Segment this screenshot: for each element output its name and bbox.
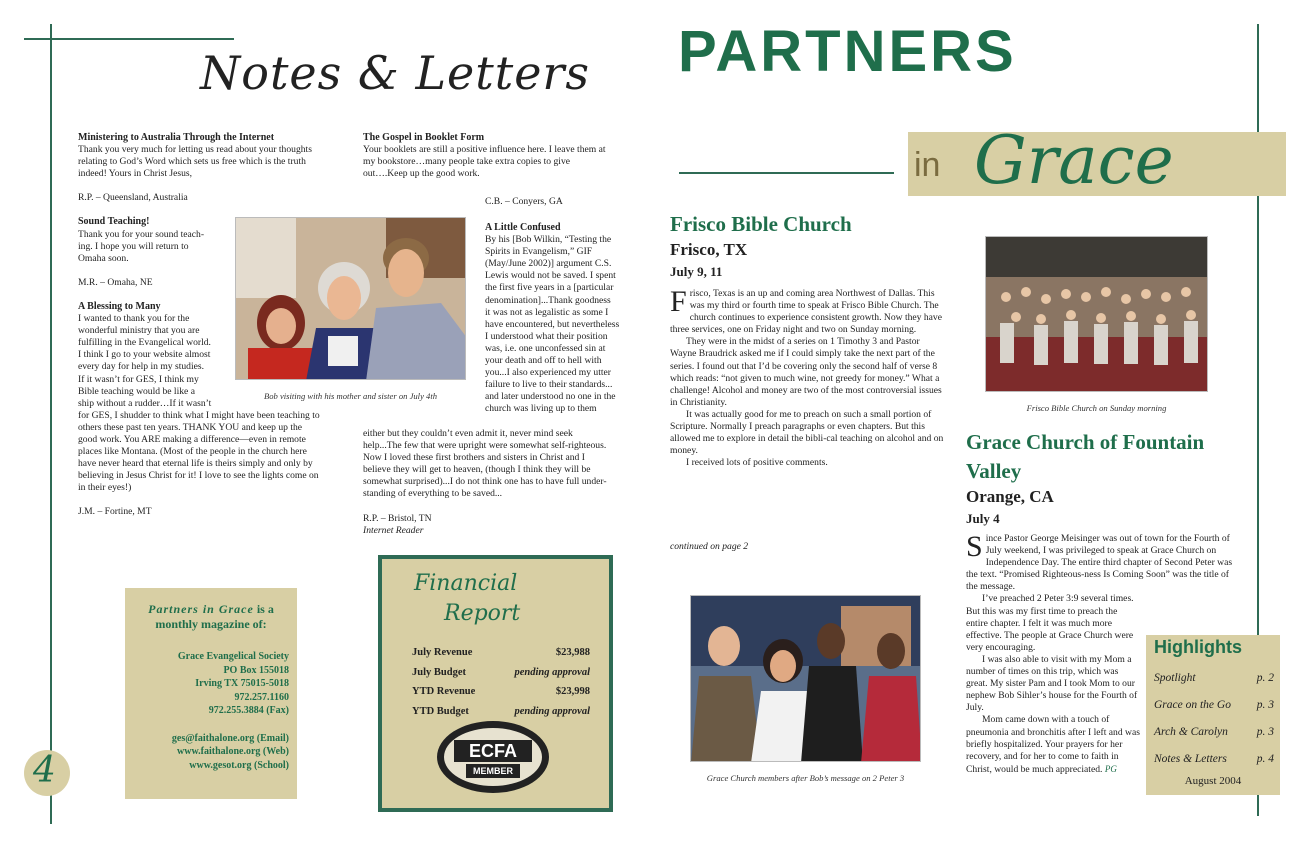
dropcap: S: [966, 530, 983, 563]
masthead-line: Irving TX 75015-5018: [195, 678, 289, 689]
letter-line: somewhat surprised)...I do not think one has to have full under-: [363, 476, 607, 488]
masthead-is-a: is a: [253, 602, 274, 616]
article-2-title: Grace Church of Fountain Valley: [966, 430, 1205, 483]
letter-signature: C.B. – Conyers, GA: [485, 196, 563, 207]
highlight-page: p. 3: [1256, 726, 1274, 738]
financial-title: Financial: [414, 571, 518, 596]
letter-line: your death and off to hell with: [485, 355, 602, 367]
highlight-page: p. 3: [1256, 699, 1274, 711]
letter-line: ing. I hope you will return to: [78, 240, 189, 252]
highlight-label: Spotlight: [1154, 672, 1196, 684]
letter-line: the first five years in a [particular: [485, 282, 614, 294]
letter-signature-2: Internet Reader: [363, 524, 424, 536]
financial-label: July Revenue: [412, 647, 473, 658]
letter-heading: The Gospel in Booklet Form: [363, 132, 485, 143]
article-paragraph: It was actually good for me to preach on such a small portion of Scripture. Normally I preach paragraphs or even chapters. But this allowed me to explore in detail the bibli-cal teaching on alcohol and on money.: [670, 408, 944, 457]
letter-line: Thank you for your sound teach-: [78, 228, 205, 240]
masthead-line: PO Box 155018: [223, 664, 289, 676]
highlight-label: Grace on the Go: [1154, 699, 1231, 711]
financial-label: YTD Revenue: [412, 686, 476, 697]
financial-label: YTD Budget: [412, 705, 469, 717]
letter-line: and later understood no one in the: [485, 391, 616, 403]
masthead-magazine-name: Partners in Grace: [148, 602, 254, 616]
financial-row: [412, 643, 590, 663]
letter-line: my bookstore…many people take extra copies to give: [363, 156, 571, 168]
masthead-line: ges@faithalone.org (Email): [171, 732, 289, 744]
letter-line: it was not as legalistic as some I: [485, 306, 609, 318]
letter-line: Your booklets are still a positive influence here. I leave them at: [363, 144, 606, 156]
letter-signature: J.M. – Fortine, MT: [78, 506, 152, 518]
letter-signature: R.P. – Queensland, Australia: [78, 192, 188, 204]
letter-line: wonderful ministry that you are: [78, 325, 200, 337]
article-1-title: Frisco Bible Church: [670, 212, 852, 236]
masthead-tagline: monthly magazine of:: [155, 617, 267, 631]
letter-line: ship without a rudder…If it wasn’t: [78, 397, 212, 409]
ecfa-seal-text: ECFA: [454, 740, 532, 762]
letter-body-continued: [363, 428, 638, 537]
letter-line: was, i.e. one unconfessed sin at: [485, 342, 606, 354]
family-photo-caption: Bob visiting with his mother and sister on July 4th: [263, 391, 438, 401]
ecfa-seal-member: MEMBER: [466, 764, 520, 778]
letter-heading: Ministering to Australia Through the Internet: [78, 132, 275, 143]
church-crowd-caption: Frisco Bible Church on Sunday morning: [1026, 403, 1167, 413]
partners-title: PARTNERS: [678, 19, 1017, 84]
financial-report-frame: [378, 555, 613, 812]
financial-row: [412, 702, 590, 722]
highlights-box: [1146, 635, 1280, 795]
letter-line: help...The few that were upright were somewhat self-righteous.: [363, 440, 607, 452]
highlight-label: Notes & Letters: [1154, 753, 1227, 765]
letter-line: Thank you very much for letting us read about your thoughts: [78, 144, 312, 156]
letter-line: relating to God’s Word which sets us free which is the truth: [78, 156, 306, 168]
letter-line: standing of everything to be saved...: [363, 488, 503, 500]
family-photo: [235, 217, 466, 380]
letters-column-3: [485, 222, 635, 416]
letter-line: I understood what their position: [485, 330, 608, 342]
article-2-place: Orange, CA: [966, 487, 1054, 506]
masthead-web: [133, 732, 289, 773]
highlight-item[interactable]: [1154, 692, 1274, 719]
page-number: 4: [33, 750, 56, 791]
end-mark: PG: [1104, 763, 1117, 774]
letter-heading: A Little Confused: [485, 222, 561, 233]
masthead-line: 972.255.3884 (Fax): [208, 705, 289, 716]
article-1-body: [670, 285, 946, 469]
letter-line: I wanted to thank you for the: [78, 313, 190, 325]
letter-line: Lewis would not be saved. I spent: [485, 270, 616, 282]
letter-line: out….Keep up the good work.: [363, 168, 480, 180]
highlight-item[interactable]: [1154, 719, 1274, 746]
highlight-item[interactable]: [1154, 665, 1274, 692]
article-paragraph: I received lots of positive comments.: [686, 457, 828, 469]
letter-line: in their eyes!): [78, 482, 132, 494]
financial-value: $23,998: [555, 686, 590, 697]
right-title-rule: [679, 172, 894, 174]
letter-line: By his [Bob Wilkin, “Testing the: [485, 234, 612, 246]
masthead-line: 972.257.1160: [234, 691, 289, 703]
church-crowd-photo: [985, 236, 1208, 392]
letter-line: you...I also experienced my utter: [485, 367, 612, 379]
letter-body: [78, 144, 348, 180]
letter-line: Spirits in Evangelism,” GIF: [485, 246, 593, 258]
article-paragraph: risco, Texas is an up and coming area Northwest of Dallas. This was my third or fourth time to speak at Frisco Bible Church. The church continues to experience consistent growth. Now they have three services, one on Friday night and two on Sunday morning.: [670, 288, 942, 336]
report-title: Report: [444, 601, 521, 626]
masthead-line: www.gesot.org (School): [189, 759, 289, 771]
highlights-title: Highlights: [1154, 637, 1242, 657]
financial-value: $23,988: [555, 647, 590, 658]
article-paragraph: I was also able to visit with my Mom a number of times on this trip, which was great. My sister Pam and I took Mom to our nephew Bob Sihler’s house for the Fourth of July.: [966, 653, 1138, 714]
letter-line: for GES, I shudder to think what I might have been teaching to: [78, 409, 320, 421]
letter-line: Omaha soon.: [78, 252, 129, 264]
letter-signature: M.R. – Omaha, NE: [78, 276, 153, 288]
financial-label: July Budget: [412, 666, 466, 678]
continued-link[interactable]: continued on page 2: [670, 541, 749, 552]
grace-title: Grace: [974, 122, 1174, 199]
financial-value: pending approval: [514, 666, 590, 678]
left-vertical-rule: [50, 24, 52, 824]
highlight-page: p. 2: [1256, 672, 1274, 684]
letter-line: indeed! Yours in Christ Jesus,: [78, 168, 193, 180]
letter-line: failure to live to their standards...: [485, 379, 613, 391]
article-1-place: Frisco, TX: [670, 240, 748, 259]
letter-line: denomination]...Thank goodness: [485, 294, 611, 306]
letter-line: Bible teaching would be like a: [78, 385, 195, 397]
letter-line: If it wasn’t for GES, I think my: [78, 373, 199, 385]
letter-line: fulfilling in the Evangelical world.: [78, 337, 211, 349]
article-1-date: July 9, 11: [670, 264, 723, 279]
highlights-issue-date: August 2004: [1184, 775, 1242, 787]
letter-line: have encountered, but nevertheless: [485, 318, 620, 330]
letter-line: have never heard that eternal life is theirs simply and only by: [78, 458, 313, 470]
highlights-list: [1154, 665, 1274, 773]
letter-line: places like Montana. (Most of the people in the church here: [78, 446, 307, 458]
financial-row: [412, 682, 590, 702]
article-paragraph: I’ve preached 2 Peter 3:9 several times. But this was my first time to preach the entire chapter. I felt it was much more effective. The people at Grace Church were very encouraging.: [966, 593, 1134, 653]
letter-line: good work. You ARE making a difference—even in remote: [78, 433, 306, 445]
letter-body: [363, 144, 633, 180]
letter-line: church was living up to them: [485, 403, 597, 415]
ecfa-seal: [437, 721, 549, 793]
grace-church-members-caption: Grace Church members after Bob’s message on 2 Peter 3: [706, 773, 905, 783]
financial-table: [412, 643, 590, 721]
masthead-box: [125, 588, 297, 799]
letter-line: Now I loved these first brothers and sisters in Christ and I: [363, 452, 585, 464]
letter-line: every day for help in my studies.: [78, 361, 205, 373]
notes-letters-title: Notes & Letters: [200, 46, 591, 100]
financial-row: [412, 663, 590, 683]
letter-heading: A Blessing to Many: [78, 300, 161, 312]
masthead-line: Grace Evangelical Society: [177, 651, 289, 662]
letter-line: others these past ten years. THANK YOU and keep up the: [78, 421, 303, 433]
article-paragraph: ince Pastor George Meisinger was out of town for the Fourth of July weekend, I was privileged to speak at Grace Church on Independence Day. The entire third chapter of Second Peter was the text. “Promised Righteous-ness Is Coming Soon” was the title of the message.: [966, 533, 1233, 593]
highlight-label: Arch & Carolyn: [1154, 726, 1228, 738]
letter-line: believe they will get to heaven, (though I think they will be: [363, 464, 591, 476]
letter-line: believing in Jesus Christ for it! I love to see the lights come on: [78, 470, 319, 482]
article-paragraph: They were in the midst of a series on 1 Timothy 3 and Pastor Wayne Braudrick asked me if I could simply take the next part of the series. I found out that I’d be covering only the second half of verse 8 which reads: “not given to much wine, not greedy for money.” What a challenge! Alcohol and money are two of the most controversial issues in Christianity.: [670, 336, 942, 408]
left-top-rule: [24, 38, 234, 40]
article-2-date: July 4: [966, 511, 1000, 526]
masthead-line: www.faithalone.org (Web): [177, 746, 289, 757]
grace-church-members-photo: [690, 595, 921, 762]
highlight-item[interactable]: [1154, 746, 1274, 773]
letter-body: [485, 234, 635, 415]
highlight-page: p. 4: [1256, 753, 1274, 765]
letter-heading: Sound Teaching!: [78, 216, 150, 228]
letter-line: (May/June 2002)] argument C.S.: [485, 258, 612, 270]
letter-line: either but they couldn’t even admit it, never mind seek: [363, 428, 573, 439]
in-title: in: [914, 146, 941, 184]
letter-line: I think I go to your website almost: [78, 349, 211, 361]
financial-value: pending approval: [514, 705, 590, 717]
letter-signature: R.P. – Bristol, TN: [363, 512, 432, 524]
letters-column-2: [363, 132, 633, 180]
masthead-address: [133, 650, 289, 718]
article-paragraph: Mom came down with a touch of pneumonia and bronchitis after I left and was briefly hospitalized. Your prayers for her recovery, and for her to come to faith in Christ, would be much appreciated.: [966, 714, 1140, 775]
dropcap: F: [670, 285, 687, 318]
